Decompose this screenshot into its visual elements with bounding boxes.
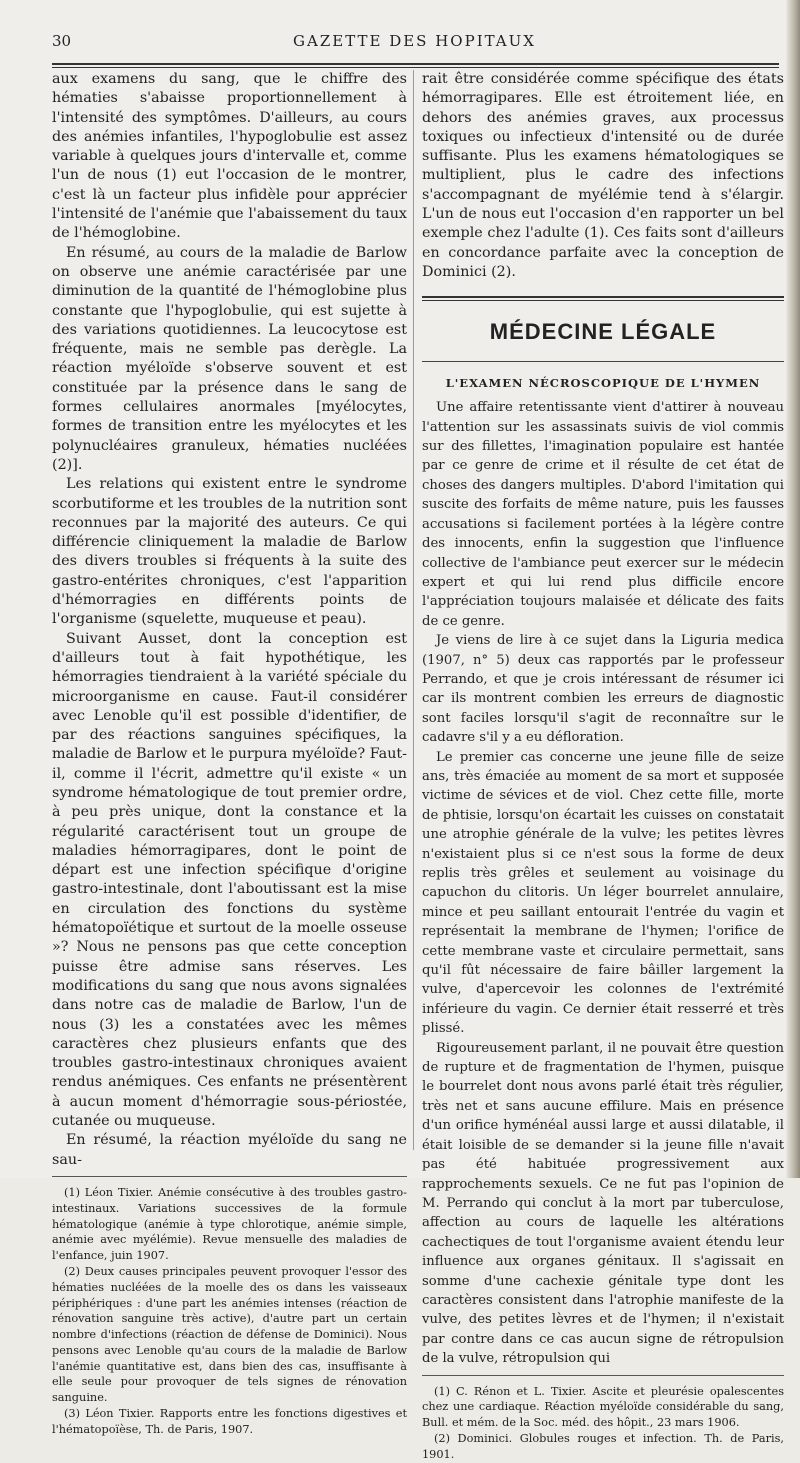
left-column xyxy=(52,70,407,1438)
page-header xyxy=(52,30,777,54)
paragraph: En résumé, au cours de la maladie de Barlow on observe une anémie caractérisée par une diminution de la quantité de l'hémoglobine plus constante que l'hypoglobulie, qui est sujette à des variations quotidiennes. La leucocytose est fréquente, mais ne semble pas derègle. La réaction myéloïde s'observe souvent et est constituée par la présence dans le sang de formes cellulaires anormales [myélocytes, formes de transition entre les myélocytes et les polynucléaires granuleux, hématies nucléées (2)]. xyxy=(52,244,407,473)
footnote: (1) C. Rénon et L. Tixier. Ascite et pleurésie opalescentes chez une cardiaque. Réaction myéloïde considérable du sang, Bull. et mém. de la Soc. méd. des hôpit., 23 mars 1906. xyxy=(422,1384,784,1430)
paragraph: Une affaire retentissante vient d'attirer à nouveau l'attention sur les assassinats suivis de viol commis sur des fillettes, l'imagination populaire est hantée par ce genre de crime et il résulte de cet état de choses des dangers multiples. D'abord l'imitation qui suscite des forfaits de même nature, puis les fausses accusations si facilement portées à la légère contre des innocents, enfin la suggestion que l'influence collective de l'ambiance peut exercer sur le médecin expert et qui lui rend plus difficile encore l'appréciation toujours malaisée et délicate des faits de ce genre. xyxy=(422,400,784,629)
right-body xyxy=(422,398,784,1368)
paragraph: rait être considérée comme spécifique des états hémorragipares. Elle est étroitement liée, en dehors des anémies graves, aux processus toxiques ou infectieux d'intensité ou de durée suffisante. Plus les examens hématologiques se multiplient, plus le cadre des infections s'accompagnant de myélémie tend à s'élargir. L'un de nous eut l'occasion d'en rapporter un bel exemple chez l'adulte (1). Ces faits sont d'ailleurs en concordance parfaite avec la conception de Dominici (2). xyxy=(422,71,784,280)
article-title: L'EXAMEN NÉCROSCOPIQUE DE L'HYMEN xyxy=(445,376,761,391)
section-title: MÉDECINE LÉGALE xyxy=(489,319,717,345)
footnote: (3) Léon Tixier. Rapports entre les fonctions digestives et l'hématopoïèse, Th. de Paris, 1907. xyxy=(52,1407,407,1436)
paragraph: Le premier cas concerne une jeune fille de seize ans, très émaciée au moment de sa mort et supposée victime de sévices et de viol. Chez cette fille, morte de phtisie, lorsqu'on écartait les cuisses on constatait une atrophie générale de la vulve; les petites lèvres n'existaient plus si ce n'est sous la forme de deux replis très grêles et seulement au voisinage du capuchon du clitoris. Un léger bourrelet annulaire, mince et peu saillant entourait l'entrée du vagin et représentait la membrane de l'hymen; l'orifice de cette membrane vaste et circulaire permettait, sans qu'il fût nécessaire de faire bâiller largement la vulve, d'apercevoir les colonnes de l'extrémité inférieure du vagin. Ce dernier était resserré et très plissé. xyxy=(422,749,784,1037)
footnote-rule xyxy=(422,1375,784,1376)
page-number: 30 xyxy=(52,32,72,50)
right-column xyxy=(422,70,784,1463)
paragraph: En résumé, la réaction myéloïde du sang ne sau- xyxy=(52,1132,407,1168)
footnote: (2) Dominici. Globules rouges et infection. Th. de Paris, 1901. xyxy=(422,1431,784,1461)
running-title: GAZETTE DES HOPITAUX xyxy=(293,32,536,50)
right-intro xyxy=(422,70,784,282)
footnote: (2) Deux causes principales peuvent provoquer l'essor des hématies nucléées de la moelle des os dans les vaisseaux périphériques : d'une part les anémies intenses (réaction de rénovation sanguine très active), d'autre part un certain nombre d'infections (réaction de défense de Dominici). Nous pensons avec Lenoble qu'au cours de la maladie de Barlow l'anémie quantitative est, dans bien des cas, insuffisante à elle seule pour provoquer de tels signes de rénovation sanguine. xyxy=(52,1264,407,1405)
left-footnotes xyxy=(52,1185,407,1438)
paragraph: Je viens de lire à ce sujet dans la Liguria medica (1907, n° 5) deux cas rapportés par le professeur Perrando, et que je crois intéressant de résumer ici car ils montrent combien les erreurs de diagnostic sont faciles lorsqu'il s'agit de reconnaître sur le cadavre s'il y a eu défloration. xyxy=(422,633,784,746)
footnote: (1) Léon Tixier. Anémie consécutive à des troubles gastro-intestinaux. Variations successives de la formule hématologique (anémie à type chlorotique, anémie simple, anémie avec myélémie). Revue mensuelle des maladies de l'enfance, juin 1907. xyxy=(52,1185,407,1263)
paragraph: Suivant Ausset, dont la conception est d'ailleurs tout à fait hypothétique, les hémorragies tiendraient à la variété spéciale du microorganisme en cause. Faut-il considérer avec Lenoble qu'il est possible d'identifier, de par des réactions sanguines spécifiques, la maladie de Barlow et le purpura myéloïde? Faut-il, comme il l'écrit, admettre qu'il existe « un syndrome hématologique de tout premier ordre, à peu près unique, dont la constance et la régularité caractérisent tout un groupe de maladies hémorragipares, dont le point de départ est une infection spécifique d'origine gastro-intestinale, dont l'aboutissant est la mise en circulation des fonctions du système hématopoïétique et surtout de la moelle osseuse »? Nous ne pensons pas que cette conception puisse être admise sans réserves. Les modifications du sang que nous avons signalées dans notre cas de maladie de Barlow, l'un de nous (3) les a constatées avec les mêmes caractères chez plusieurs enfants que des troubles gastro-intestinaux chroniques avaient rendus anémiques. Ces enfants ne présentèrent à aucun moment d'hémorragie sous-périostée, cutanée ou muqueuse. xyxy=(52,630,407,1130)
right-footnotes xyxy=(422,1384,784,1463)
paragraph: Les relations qui existent entre le syndrome scorbutiforme et les troubles de la nutrition sont reconnues par la majorité des auteurs. Ce qui différencie cliniquement la maladie de Barlow des divers troubles si fréquents à la suite des gastro-entérites chroniques, c'est l'apparition d'hémorragies en différents points de l'organisme (squelette, muqueuse et peau). xyxy=(52,476,407,628)
header-rule xyxy=(52,63,779,68)
left-body xyxy=(52,70,407,1170)
paragraph: Rigoureusement parlant, il ne pouvait être question de rupture et de fragmentation de l'hymen, puisque le bourrelet dont nous avons parlé était très régulier, très net et sans aucune effilure. Mais en présence d'un orifice hyménéal aussi large et aussi dilatable, il était loisible de se demander si la jeune fille n'avait pas été habituée progressivement aux rapprochements sexuels. Ce ne fut pas l'opinion de M. Perrando qui conclut à la mort par tuberculose, affection au cours de laquelle les altérations cachectiques de tout l'organisme avaient étendu leur influence aux organes génitaux. Il s'agissait en somme d'une cachexie génitale type dont les caractères consistent dans l'atrophie manifeste de la vulve, des petites lèvres et de l'hymen; il n'existait par contre dans ce cas aucun signe de rétropulsion de la vulve, rétropulsion qui xyxy=(422,1040,784,1367)
footnote-rule xyxy=(52,1176,407,1177)
section-rule xyxy=(422,296,784,301)
page-edge-shadow xyxy=(786,0,800,1178)
column-divider xyxy=(413,70,414,1150)
section-rule-thin xyxy=(422,361,784,362)
paragraph: aux examens du sang, que le chiffre des hématies s'abaisse proportionnellement à l'intensité des symptômes. D'ailleurs, au cours des anémies infantiles, l'hypoglobulie est assez variable à quelques jours d'intervalle et, comme l'un de nous (1) eut l'occasion de le montrer, c'est là un facteur plus infidèle pour apprécier l'intensité de l'anémie que l'abaissement du taux de l'hémoglobine. xyxy=(52,71,407,242)
